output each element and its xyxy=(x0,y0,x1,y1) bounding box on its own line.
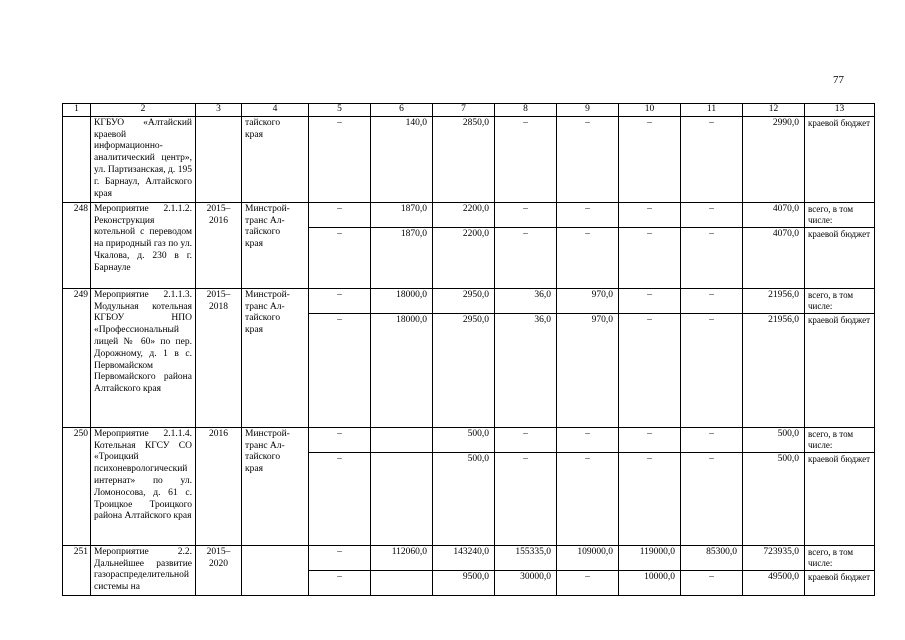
amount-cell: – xyxy=(557,571,619,596)
amount-cell: 30000,0 xyxy=(495,571,557,596)
amount-cell: 155335,0 xyxy=(495,545,557,571)
table-row xyxy=(63,116,875,202)
amount-cell: 2200,0 xyxy=(433,227,495,288)
implementation-period: 2015– 2020 xyxy=(196,545,242,595)
column-header: 4 xyxy=(242,104,309,117)
amount-cell: 112060,0 xyxy=(371,545,433,571)
amount-cell: – xyxy=(681,427,743,452)
column-header: 13 xyxy=(805,104,875,117)
amount-cell: – xyxy=(309,116,371,202)
amount-cell: 21956,0 xyxy=(743,313,805,427)
measure-description: КГБУО «Алтайский краевой информационно-аналитический центр», ул. Партизанская, д. 195 г. Барнаул, Алтайского края xyxy=(91,116,196,202)
amount-cell: 500,0 xyxy=(433,427,495,452)
page-number: 77 xyxy=(833,74,844,86)
table-row xyxy=(63,202,875,227)
measure-description: Мероприятие 2.1.1.2. Реконструкция котельной с переводом на природный газ по ул. Чкалова, д. 230 в г. Барнауле xyxy=(91,202,196,288)
row-number: 249 xyxy=(63,288,91,427)
column-header: 6 xyxy=(371,104,433,117)
amount-cell: – xyxy=(619,427,681,452)
measure-description: Мероприятие 2.1.1.3. Модульная котельная КГБОУ НПО «Профессиональный лицей № 60» по пер. Дорожному, д. 1 в с. Первомайском Первомайского района Алтайского края xyxy=(91,288,196,427)
amount-cell: – xyxy=(557,227,619,288)
amount-cell: – xyxy=(681,227,743,288)
amount-cell: – xyxy=(309,571,371,596)
amount-cell: 140,0 xyxy=(371,116,433,202)
amount-cell: 109000,0 xyxy=(557,545,619,571)
funding-source: всего, в том числе: xyxy=(805,202,875,227)
row-number xyxy=(63,116,91,202)
amount-cell: 9500,0 xyxy=(433,571,495,596)
column-header: 12 xyxy=(743,104,805,117)
amount-cell: 1870,0 xyxy=(371,202,433,227)
amount-cell: – xyxy=(557,116,619,202)
column-header: 2 xyxy=(91,104,196,117)
amount-cell: 49500,0 xyxy=(743,571,805,596)
amount-cell: – xyxy=(309,427,371,452)
column-header: 3 xyxy=(196,104,242,117)
table-row xyxy=(63,427,875,452)
row-number: 248 xyxy=(63,202,91,288)
table-row xyxy=(63,288,875,313)
amount-cell: – xyxy=(681,571,743,596)
amount-cell xyxy=(371,452,433,545)
funding-source: краевой бюджет xyxy=(805,313,875,427)
amount-cell xyxy=(371,571,433,596)
amount-cell: – xyxy=(619,227,681,288)
measure-description: Мероприятие 2.2. Дальнейшее развитие газораспределительной системы на xyxy=(91,545,196,595)
amount-cell: 500,0 xyxy=(743,452,805,545)
table-row xyxy=(63,545,875,571)
column-header: 1 xyxy=(63,104,91,117)
amount-cell: 2950,0 xyxy=(433,288,495,313)
funding-source: краевой бюджет xyxy=(805,571,875,596)
implementation-period: 2016 xyxy=(196,427,242,545)
header-row xyxy=(63,104,875,117)
amount-cell: 500,0 xyxy=(743,427,805,452)
amount-cell: – xyxy=(309,227,371,288)
amount-cell: 36,0 xyxy=(495,288,557,313)
amount-cell: 36,0 xyxy=(495,313,557,427)
amount-cell: – xyxy=(681,313,743,427)
amount-cell: – xyxy=(619,452,681,545)
amount-cell: – xyxy=(495,452,557,545)
amount-cell: 4070,0 xyxy=(743,202,805,227)
amount-cell: – xyxy=(309,313,371,427)
funding-source: краевой бюджет xyxy=(805,227,875,288)
implementation-period: 2015– 2018 xyxy=(196,288,242,427)
amount-cell: – xyxy=(557,202,619,227)
column-header: 11 xyxy=(681,104,743,117)
executor: Минстрой- транс Ал- тайского края xyxy=(242,427,309,545)
amount-cell: 143240,0 xyxy=(433,545,495,571)
amount-cell: 2950,0 xyxy=(433,313,495,427)
amount-cell: – xyxy=(309,545,371,571)
column-header: 7 xyxy=(433,104,495,117)
amount-cell: 500,0 xyxy=(433,452,495,545)
amount-cell: 18000,0 xyxy=(371,313,433,427)
amount-cell: 4070,0 xyxy=(743,227,805,288)
amount-cell: – xyxy=(557,427,619,452)
funding-source: всего, в том числе: xyxy=(805,288,875,313)
executor xyxy=(242,545,309,595)
amount-cell: – xyxy=(619,313,681,427)
amount-cell: – xyxy=(619,288,681,313)
amount-cell: – xyxy=(495,202,557,227)
amount-cell xyxy=(371,427,433,452)
row-number: 251 xyxy=(63,545,91,595)
column-header: 8 xyxy=(495,104,557,117)
amount-cell: – xyxy=(681,452,743,545)
amount-cell: 970,0 xyxy=(557,313,619,427)
amount-cell: 2200,0 xyxy=(433,202,495,227)
funding-source: всего, в том числе: xyxy=(805,427,875,452)
column-header: 10 xyxy=(619,104,681,117)
amount-cell: – xyxy=(557,452,619,545)
funding-source: краевой бюджет xyxy=(805,116,875,202)
amount-cell: – xyxy=(309,452,371,545)
amount-cell: – xyxy=(619,116,681,202)
budget-table xyxy=(62,103,875,596)
row-number: 250 xyxy=(63,427,91,545)
amount-cell: 85300,0 xyxy=(681,545,743,571)
funding-source: всего, в том числе: xyxy=(805,545,875,571)
amount-cell: – xyxy=(495,116,557,202)
amount-cell: 10000,0 xyxy=(619,571,681,596)
amount-cell: 970,0 xyxy=(557,288,619,313)
amount-cell: 2990,0 xyxy=(743,116,805,202)
column-header: 5 xyxy=(309,104,371,117)
amount-cell: 21956,0 xyxy=(743,288,805,313)
table-body xyxy=(63,116,875,595)
column-header: 9 xyxy=(557,104,619,117)
amount-cell: – xyxy=(309,202,371,227)
amount-cell: – xyxy=(681,116,743,202)
measure-description: Мероприятие 2.1.1.4. Котельная КГСУ СО «Троицкий психоневрологический интернат» по ул. Ломоносова, д. 61 с. Троицкое Троицкого района Алтайского края xyxy=(91,427,196,545)
amount-cell: – xyxy=(495,427,557,452)
executor: Минстрой- транс Ал- тайского края xyxy=(242,288,309,427)
amount-cell: 119000,0 xyxy=(619,545,681,571)
implementation-period: 2015– 2016 xyxy=(196,202,242,288)
funding-source: краевой бюджет xyxy=(805,452,875,545)
amount-cell: 2850,0 xyxy=(433,116,495,202)
amount-cell: – xyxy=(619,202,681,227)
amount-cell: 18000,0 xyxy=(371,288,433,313)
amount-cell: 1870,0 xyxy=(371,227,433,288)
amount-cell: 723935,0 xyxy=(743,545,805,571)
amount-cell: – xyxy=(309,288,371,313)
amount-cell: – xyxy=(681,288,743,313)
amount-cell: – xyxy=(681,202,743,227)
executor: Минстрой- транс Ал- тайского края xyxy=(242,202,309,288)
amount-cell: – xyxy=(495,227,557,288)
executor: тайского края xyxy=(242,116,309,202)
implementation-period xyxy=(196,116,242,202)
